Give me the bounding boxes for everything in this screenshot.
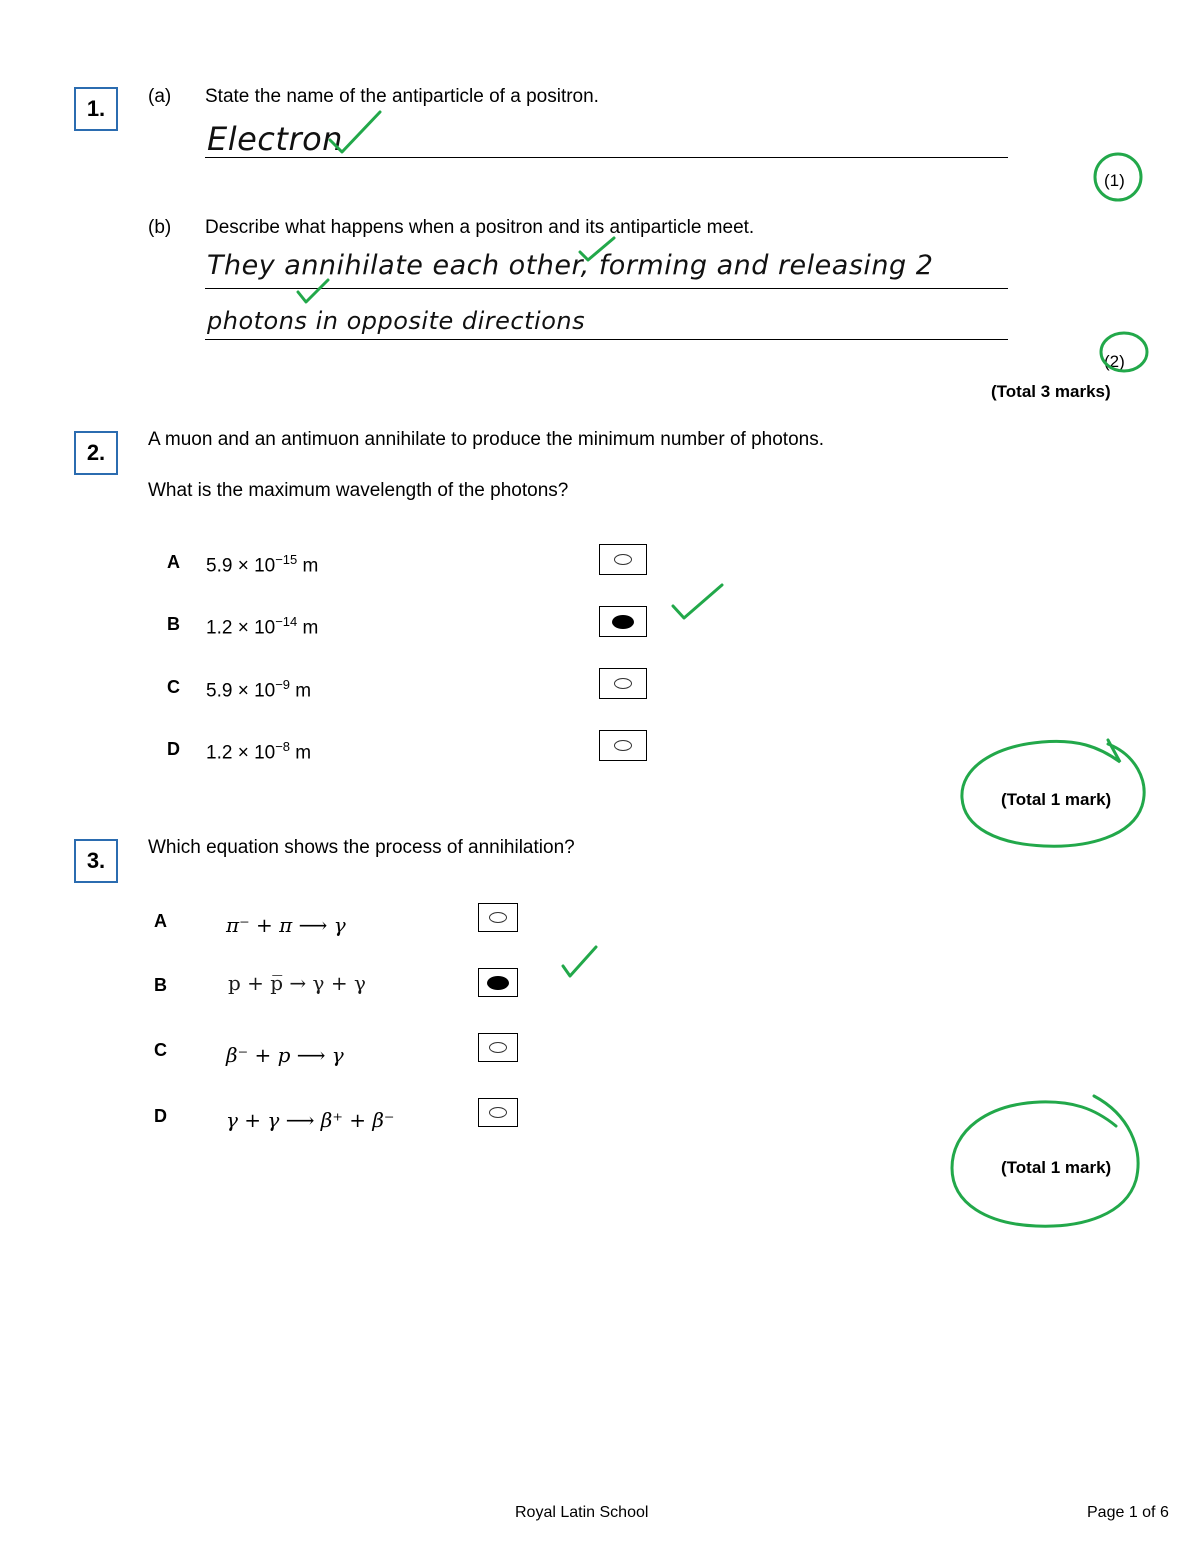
q3-option-d-bubble[interactable] bbox=[489, 1107, 507, 1118]
q1b-marks: (2) bbox=[1104, 352, 1125, 371]
q3-option-c-equation: β⁻ + p ⟶ γ bbox=[226, 1043, 344, 1067]
q1b-answer-line-2 bbox=[205, 339, 1008, 340]
footer-page-number: Page 1 of 6 bbox=[1087, 1504, 1169, 1521]
q3-option-c-answer-box[interactable] bbox=[478, 1033, 518, 1062]
q3-option-c-bubble[interactable] bbox=[489, 1042, 507, 1053]
q1a-answer-line bbox=[205, 157, 1008, 158]
q1a-marks-circle-icon bbox=[1090, 150, 1146, 204]
q3-option-c-letter: C bbox=[154, 1040, 167, 1060]
q3-option-a-answer-box[interactable] bbox=[478, 903, 518, 932]
q1b-question: Describe what happens when a positron and its antiparticle meet. bbox=[205, 217, 755, 238]
q3-option-d-answer-box[interactable] bbox=[478, 1098, 518, 1127]
q2-option-b-letter: B bbox=[167, 614, 180, 634]
q3-option-b-equation: p + p̅ → γ + γ bbox=[228, 971, 366, 995]
q3-question: Which equation shows the process of annihilation? bbox=[148, 837, 575, 858]
q1b-handwritten-answer-line1: They annihilate each other, forming and releasing 2 bbox=[207, 250, 934, 281]
q2-option-b-bubble-filled[interactable] bbox=[612, 615, 634, 629]
q1a-question: State the name of the antiparticle of a positron. bbox=[205, 86, 599, 107]
q3-option-b-letter: B bbox=[154, 975, 167, 995]
question-number-2: 2. bbox=[74, 431, 118, 475]
question-number-1: 1. bbox=[74, 87, 118, 131]
q1a-label: (a) bbox=[148, 86, 172, 107]
q2-option-c-value: $5.9 \times 10^{-9}$ m bbox=[206, 677, 312, 702]
q1a-handwritten-answer: Electron bbox=[207, 120, 343, 158]
q3-total-marks: (Total 1 mark) bbox=[1001, 1158, 1112, 1177]
q1b-tick-icon-1 bbox=[578, 236, 618, 266]
q2-option-b-answer-box[interactable] bbox=[599, 606, 647, 637]
q2-option-a-value: $5.9 \times 10^{-15}$ m bbox=[206, 552, 319, 577]
q2-option-d-bubble[interactable] bbox=[614, 740, 632, 751]
question-number-3: 3. bbox=[74, 839, 118, 883]
q2-option-c-bubble[interactable] bbox=[614, 678, 632, 689]
q2-option-b-value: $1.2 \times 10^{-14}$ m bbox=[206, 614, 319, 639]
q1a-marks: (1) bbox=[1104, 171, 1125, 190]
q3-tick-icon bbox=[560, 944, 600, 982]
q1b-label: (b) bbox=[148, 217, 172, 238]
q2-option-c-answer-box[interactable] bbox=[599, 668, 647, 699]
q1-total-marks: (Total 3 marks) bbox=[991, 382, 1111, 401]
q3-option-b-bubble-filled[interactable] bbox=[487, 976, 509, 990]
q1b-marks-circle-icon bbox=[1096, 330, 1152, 376]
q2-question-line2: What is the maximum wavelength of the photons? bbox=[148, 480, 569, 501]
q2-option-a-bubble[interactable] bbox=[614, 554, 632, 565]
q3-option-a-letter: A bbox=[154, 911, 167, 931]
q3-option-b-answer-box[interactable] bbox=[478, 968, 518, 997]
q1b-tick-icon-2 bbox=[296, 278, 332, 306]
q3-option-d-equation: γ + γ ⟶ β⁺ + β⁻ bbox=[226, 1108, 395, 1132]
q2-option-d-value: $1.2 \times 10^{-8}$ m bbox=[206, 739, 312, 764]
q2-question-line1: A muon and an antimuon annihilate to produce the minimum number of photons. bbox=[148, 429, 824, 450]
q1b-handwritten-answer-line2: photons in opposite directions bbox=[207, 307, 586, 335]
q3-option-a-bubble[interactable] bbox=[489, 912, 507, 923]
q2-option-a-letter: A bbox=[167, 552, 180, 572]
q2-option-d-answer-box[interactable] bbox=[599, 730, 647, 761]
q2-tick-icon bbox=[670, 582, 726, 622]
q1a-tick-icon bbox=[328, 110, 384, 156]
q2-total-marks: (Total 1 mark) bbox=[1001, 790, 1112, 809]
q2-option-a-answer-box[interactable] bbox=[599, 544, 647, 575]
q3-option-d-letter: D bbox=[154, 1106, 167, 1126]
q2-option-c-letter: C bbox=[167, 677, 180, 697]
q3-option-a-equation: π⁻ + π ⟶ γ bbox=[226, 913, 346, 937]
footer-school-name: Royal Latin School bbox=[515, 1504, 649, 1521]
q2-option-d-letter: D bbox=[167, 739, 180, 759]
